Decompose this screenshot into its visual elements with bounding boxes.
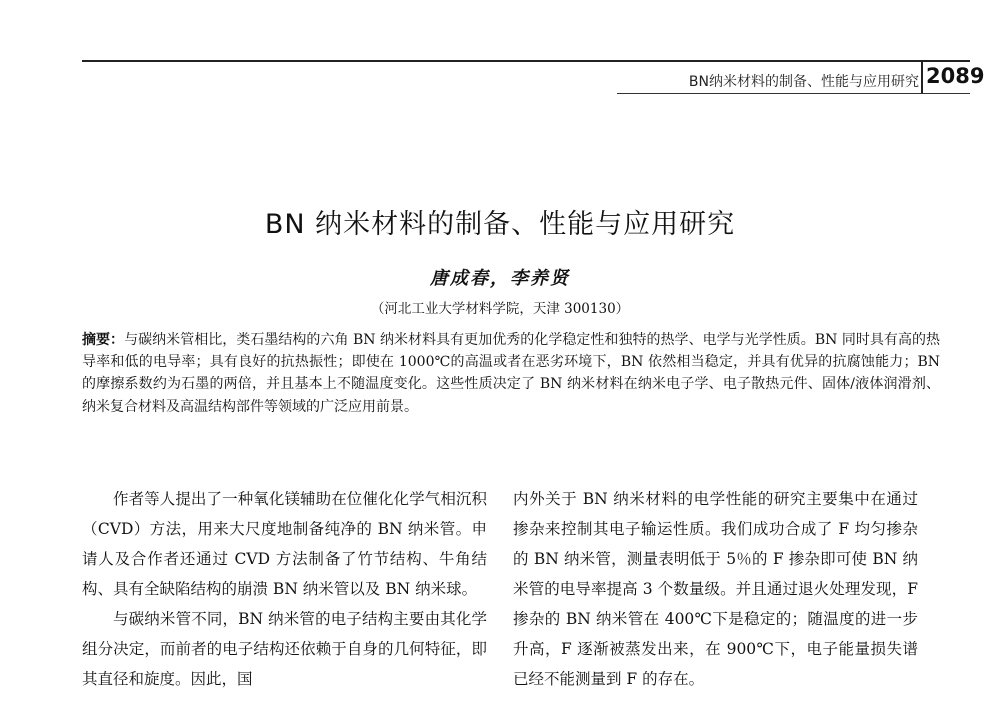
paragraph-doping-study: 内外关于 BN 纳米材料的电学性能的研究主要集中在通过掺杂来控制其电子输运性质。我们成功合成了 F 均匀掺杂的 BN 纳米管，测量表明低于 5％的 F 掺杂即可使 BN 纳米管的电导率提高 3 个数量级。并且通过退火处理发现，F 掺杂的 BN 纳米管在 400℃下是稳定的；随温度的进一步升高，F 逐渐被蒸发出来，在 900℃下，电子能量损失谱已经不能测量到 F 的存在。: [513, 490, 918, 688]
page-number: 2089: [926, 64, 985, 88]
abstract-text: 与碳纳米管相比，类石墨结构的六角 BN 纳米材料具有更加优秀的化学稳定性和独特的热学、电学与光学性质。BN 同时具有高的热导率和低的电导率；具有良好的抗热振性；即使在 1000℃的高温或者在恶劣环境下，BN 依然相当稳定，并具有优异的抗腐蚀能力；BN 的摩擦系数约为石墨的两倍，并且基本上不随温度变化。这些性质决定了 BN 纳米材料在纳米电子学、电子散热元件、固体/液体润滑剂、纳米复合材料及高温结构部件等领域的广泛应用前景。: [82, 332, 941, 415]
header-top-rule: [82, 60, 970, 62]
body-column-left: [82, 484, 487, 694]
abstract-label: 摘要：: [82, 332, 125, 348]
running-title: BN纳米材料的制备、性能与应用研究: [688, 74, 919, 90]
author-list: 唐成春，李养贤: [430, 268, 570, 289]
abstract: [82, 329, 940, 418]
header-bottom-rule: [617, 93, 970, 94]
article-title: BN 纳米材料的制备、性能与应用研究: [264, 209, 736, 240]
paragraph-electronic-structure: 与碳纳米管不同，BN 纳米管的电子结构主要由其化学组分决定，而前者的电子结构还依赖于自身的几何特征，即其直径和旋度。因此，国: [82, 610, 487, 688]
author-affiliation: （河北工业大学材料学院，天津 300130）: [370, 301, 630, 317]
header-divider: [921, 62, 923, 93]
paragraph-cvd-method: 作者等人提出了一种氧化镁辅助在位催化化学气相沉积（CVD）方法，用来大尺度地制备纯净的 BN 纳米管。申请人及合作者还通过 CVD 方法制备了竹节结构、牛角结构、具有全缺陷结构的崩溃 BN 纳米管以及 BN 纳米球。: [82, 490, 487, 598]
body-column-right: [513, 484, 918, 694]
